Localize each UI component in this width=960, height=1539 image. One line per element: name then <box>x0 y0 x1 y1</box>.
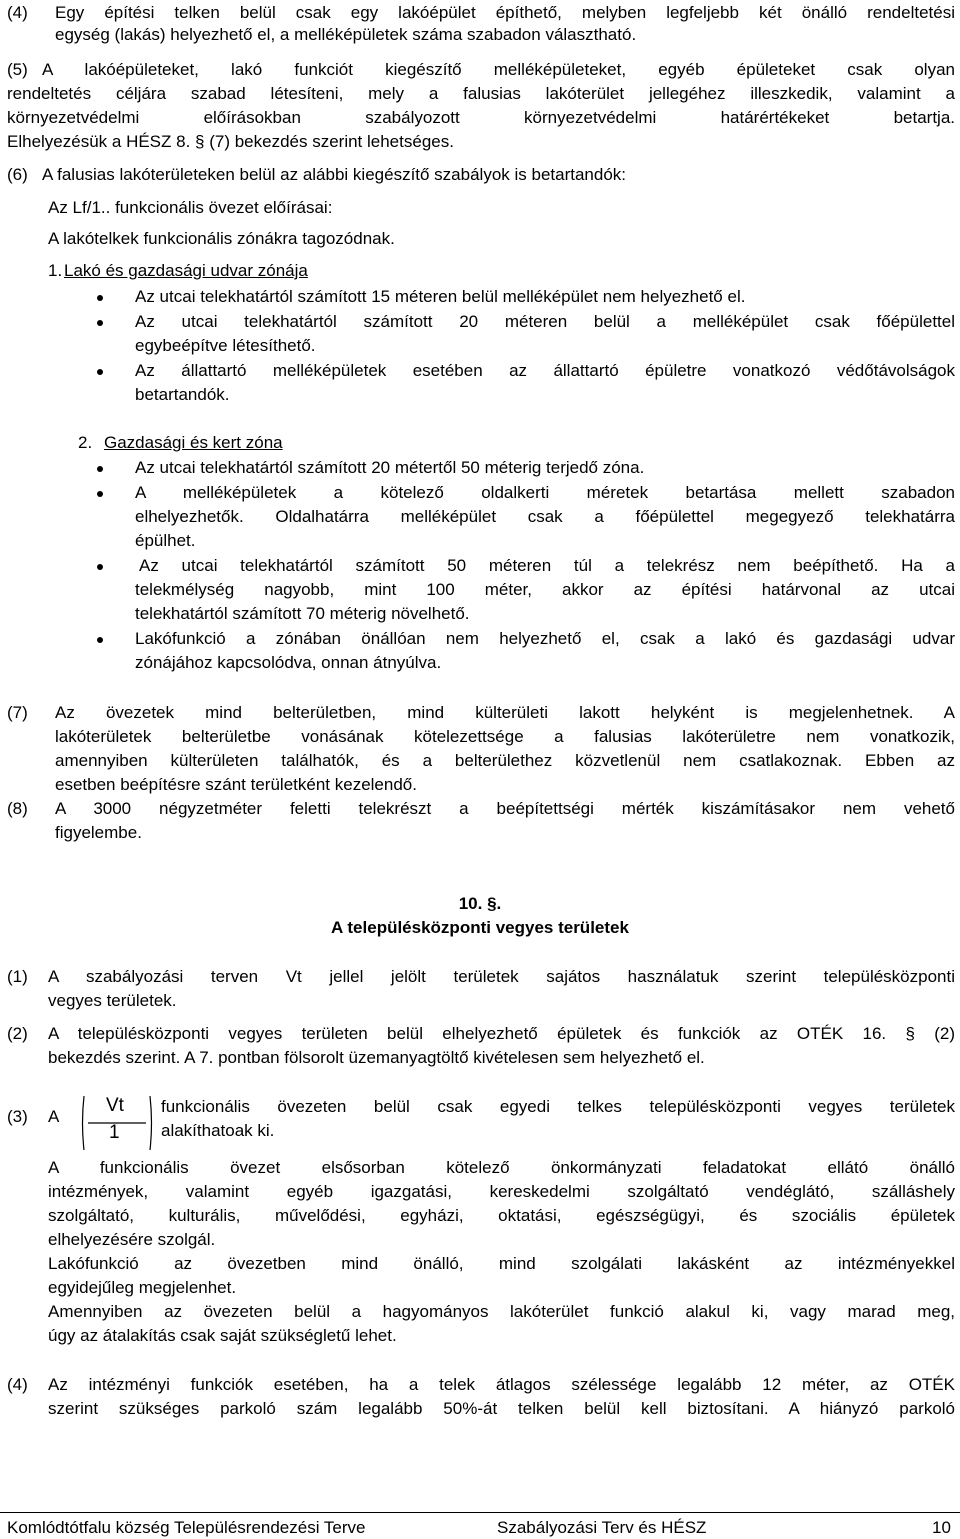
bullet-icon <box>97 628 103 643</box>
paragraph-line: rendeltetés céljára szabad létesíteni, mely a falusias lakóterület jellegéhez illeszkedik, valamint a <box>7 84 955 103</box>
bullet-icon <box>97 555 103 570</box>
list-item: Lakófunkció a zónában önállóan nem helyezhető el, csak a lakó és gazdasági udvar <box>135 629 955 648</box>
paragraph-number: (4) <box>7 3 28 22</box>
paragraph-line: figyelembe. <box>55 823 142 842</box>
list-item: A melléképületek a kötelező oldalkerti méretek betartása mellett szabadon <box>135 483 955 502</box>
paragraph-number: (3) <box>7 1107 28 1126</box>
paragraph-line: egység (lakás) helyezhető el, a melléképületek száma szabadon választható. <box>55 25 637 44</box>
paragraph-line: úgy az átalakítás csak saját szükségletű lehet. <box>48 1326 397 1345</box>
paragraph-line: szerint szükséges parkoló szám legalább 50%-át telken belül kell biztosítani. A hiányzó parkoló <box>48 1399 955 1418</box>
paragraph-line: A funkcionális övezet elsősorban kötelező önkormányzati feladatokat ellátó önálló <box>48 1158 955 1177</box>
bullet-icon <box>97 311 103 326</box>
subheading: Az Lf/1.. funkcionális övezet előírásai: <box>48 198 333 217</box>
paragraph-line: A szabályozási terven Vt jellel jelölt területek sajátos használatuk szerint településközponti <box>48 967 955 986</box>
paragraph-line: Egy építési telken belül csak egy lakóépület építhető, melyben legfeljebb két önálló rendeltetési <box>55 3 955 22</box>
paragraph-line: bekezdés szerint. A 7. pontban fölsorolt üzemanyagtöltő kivételesen sem helyezhető el. <box>48 1048 705 1067</box>
paragraph-line: intézmények, valamint egyéb igazgatási, kereskedelmi szolgáltató vendéglátó, szálláshely <box>48 1182 955 1201</box>
paragraph-number: (1) <box>7 967 28 986</box>
subheading: A lakótelkek funkcionális zónákra tagozódnak. <box>48 229 395 248</box>
paragraph-line: elhelyezésére szolgál. <box>48 1230 216 1249</box>
paragraph-line: A falusias lakóterületeken belül az alábbi kiegészítő szabályok is betartandók: <box>42 165 627 184</box>
bullet-icon <box>97 286 103 301</box>
paragraph-number: (7) <box>7 703 28 722</box>
paragraph-line: Lakófunkció az övezetben mind önálló, mind szolgálati lakásként az intézményekkel <box>48 1254 955 1273</box>
list-item: Az állattartó melléképületek esetében az állattartó épületre vonatkozó védőtávolságok <box>135 361 955 380</box>
paragraph-line: Amennyiben az övezeten belül a hagyományos lakóterület funkció alakul ki, vagy marad meg, <box>48 1302 955 1321</box>
zone-title: Lakó és gazdasági udvar zónája <box>64 261 308 280</box>
footer-title: Komlódtótfalu község Településrendezési Terve <box>7 1518 366 1537</box>
list-item: Az utcai telekhatártól számított 50 méteren túl a telekrész nem beépíthető. Ha a <box>139 556 955 575</box>
paragraph-number: (6) <box>7 165 28 184</box>
paragraph-line: lakóterületek belterületbe vonásának kötelezettsége a falusias lakóterületre nem vonatkozik, <box>55 727 955 746</box>
paragraph-line: A településközponti vegyes területen belül elhelyezhető épületek és funkciók az OTÉK 16. § (2) <box>48 1024 955 1043</box>
paragraph-line: környezetvédelmi előírásokban szabályozott környezetvédelmi határértékeket betartja. <box>7 108 955 127</box>
zone-number: 2. <box>78 433 93 452</box>
paragraph-number: (4) <box>7 1375 28 1394</box>
list-item: elhelyezhetők. Oldalhatárra melléképület csak a főépülettel megegyező telekhatárra <box>135 507 955 526</box>
list-item: telekmélység nagyobb, mint 100 méter, akkor az építési határvonal az utcai <box>135 580 955 599</box>
bullet-icon <box>97 457 103 472</box>
section-title: A településközponti vegyes területek <box>331 918 629 937</box>
paragraph-lead: A <box>48 1107 60 1126</box>
page-number: 10 <box>932 1518 951 1537</box>
zone-symbol-top: Vt <box>106 1095 124 1116</box>
zone-symbol-bottom: 1 <box>109 1122 120 1143</box>
footer-divider <box>0 1512 960 1513</box>
section-number: 10. §. <box>458 894 502 913</box>
paragraph-line: amennyiben külterületen találhatók, és a belterülethez közvetlenül nem csatlakoznak. Ebben az <box>55 751 955 770</box>
paragraph-line: Az intézményi funkciók esetében, ha a telek átlagos szélessége legalább 12 méter, az OTÉK <box>48 1375 955 1394</box>
list-item: Az utcai telekhatártól számított 20 métertől 50 méterig terjedő zóna. <box>135 458 645 477</box>
paragraph-line: A lakóépületeket, lakó funkciót kiegészítő melléképületeket, egyéb épületeket csak olyan <box>42 60 955 79</box>
bullet-icon <box>97 360 103 375</box>
paragraph-line: vegyes területek. <box>48 991 177 1010</box>
paragraph-line: szolgáltató, kulturális, művelődési, egyházi, oktatási, egészségügyi, és szociális épületek <box>48 1206 955 1225</box>
paragraph-line: esetben beépítésre szánt területként kezelendő. <box>55 775 417 794</box>
list-item: egybeépítve létesíthető. <box>135 336 316 355</box>
paragraph-number: (8) <box>7 799 28 818</box>
bullet-icon <box>97 482 103 497</box>
list-item: épülhet. <box>135 531 196 550</box>
paragraph-line: Az övezetek mind belterületben, mind külterületi lakott helyként is megjelenhetnek. A <box>55 703 955 722</box>
footer-subtitle: Szabályozási Terv és HÉSZ <box>497 1518 707 1537</box>
list-item: zónájához kapcsolódva, onnan átnyúlva. <box>135 653 442 672</box>
paragraph-line: egyidejűleg megjelenhet. <box>48 1278 237 1297</box>
zone-title: Gazdasági és kert zóna <box>104 433 283 452</box>
paragraph-line: funkcionális övezeten belül csak egyedi telkes településközponti vegyes területek <box>161 1097 955 1116</box>
paragraph-number: (2) <box>7 1024 28 1043</box>
zone-number: 1. <box>48 261 63 280</box>
list-item: betartandók. <box>135 385 230 404</box>
zone-symbol <box>78 1092 156 1154</box>
paragraph-line: A 3000 négyzetméter feletti telekrészt a beépítettségi mérték kiszámításakor nem vehető <box>55 799 955 818</box>
list-item: Az utcai telekhatártól számított 20 méteren belül a melléképület csak főépülettel <box>135 312 955 331</box>
list-item: Az utcai telekhatártól számított 15 méteren belül melléképület nem helyezhető el. <box>135 287 746 306</box>
paragraph-line: Elhelyezésük a HÉSZ 8. § (7) bekezdés szerint lehetséges. <box>7 132 454 151</box>
list-item: telekhatártól számított 70 méterig növelhető. <box>135 604 470 623</box>
paragraph-number: (5) <box>7 60 28 79</box>
paragraph-line: alakíthatoak ki. <box>161 1121 275 1140</box>
